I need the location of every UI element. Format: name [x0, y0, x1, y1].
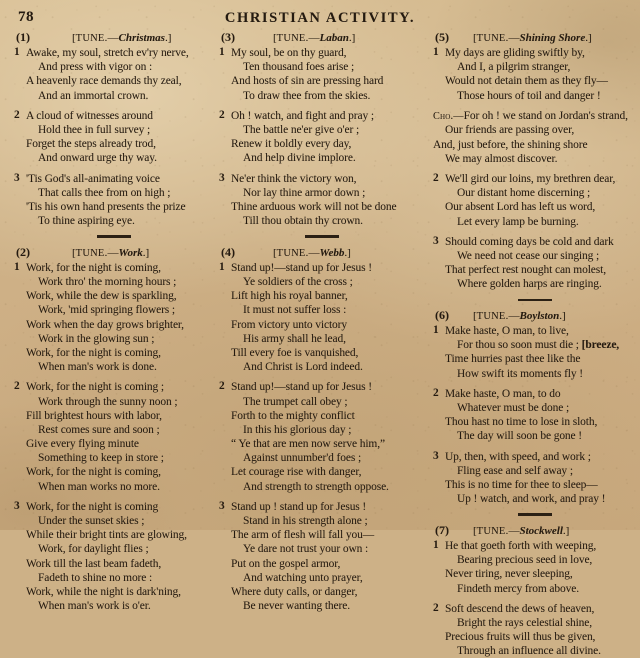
verse-line: Ye dare not trust your own : — [243, 543, 369, 556]
verse-number: 2 — [433, 601, 439, 614]
verse-line: Soft descend the dews of heaven, — [445, 602, 595, 615]
verse-line: His army shall he lead, — [243, 332, 346, 345]
verse-line: Those hours of toil and danger ! — [457, 89, 601, 102]
verse-line: Make haste, O man, to live, — [445, 325, 569, 338]
hymn-heading — [14, 245, 213, 260]
verse-line: When man works no more. — [38, 480, 160, 493]
verse-line: A heavenly race demands thy zeal, — [26, 75, 182, 88]
verse-line: Ten thousand foes arise ; — [243, 61, 355, 74]
verse-line: Stand in his strength alone ; — [243, 515, 368, 528]
verse-line: And an immortal crown. — [38, 89, 149, 102]
verse-lines — [14, 261, 213, 375]
verse-line: Work, 'mid springing flowers ; — [38, 304, 175, 317]
verse-line: From victory unto victory — [231, 318, 348, 331]
runover-word: [breeze, — [581, 339, 620, 352]
tune-indication: [TUNE.—Webb.] — [273, 246, 351, 259]
verse-lines — [14, 172, 213, 229]
verse-line: Be never wanting there. — [243, 600, 350, 613]
verse-lines — [14, 380, 213, 494]
verse-line: Whatever must be done ; — [457, 402, 570, 415]
tune-label: TUNE. — [476, 33, 509, 44]
verse-line: My days are gliding swiftly by, — [445, 47, 585, 59]
tune-name: Laban — [319, 32, 349, 44]
tune-label: TUNE. — [476, 311, 509, 323]
chorus-line: For oh ! we stand on Jordan's strand, — [463, 109, 628, 122]
column-1 — [0, 30, 215, 613]
tune-indication: [TUNE.—Shining Shore.] — [473, 32, 592, 44]
verse-line: Work till the last beam fadeth, — [26, 557, 162, 570]
verse-line: The battle ne'er give o'er ; — [243, 123, 360, 136]
verse-line: Bearing precious seed in love, — [457, 554, 593, 567]
verse — [433, 387, 636, 444]
verse-line: Awake, my soul, stretch ev'ry nerve, — [26, 47, 189, 59]
verse-line: Findeth mercy from above. — [457, 582, 579, 595]
verse-line: We'll gird our loins, my brethren dear, — [445, 173, 616, 185]
verse — [14, 46, 213, 103]
hymn-number: (3) — [221, 30, 235, 44]
verse — [433, 172, 636, 229]
verse-line: That perfect rest nought can molest, — [445, 264, 606, 277]
verse-number: 1 — [14, 260, 20, 273]
verse-number: 1 — [219, 260, 225, 273]
hymn-heading — [433, 523, 636, 538]
verse-line: Hold thee in full survey ; — [38, 123, 151, 136]
verse-line: Nor lay thine armor down ; — [243, 186, 366, 199]
verse-lines — [14, 500, 213, 614]
verse-number: 2 — [219, 380, 225, 393]
verse-line: Work in the glowing sun ; — [38, 332, 155, 345]
verse-line: Thou hast no time to lose in sloth, — [445, 416, 598, 429]
tune-name: Webb — [319, 246, 345, 259]
verse — [14, 172, 213, 229]
verse-line: Give every flying minute — [26, 438, 139, 451]
hymn-number: (7) — [435, 522, 449, 537]
verse-line: Lift high his royal banner, — [231, 290, 348, 303]
verse-number: 3 — [219, 171, 225, 184]
verse-line: A cloud of witnesses around — [26, 109, 153, 122]
chorus-lines — [433, 123, 636, 166]
verse-line: Stand up ! stand up for Jesus ! — [231, 500, 367, 513]
verse — [219, 46, 425, 103]
verse-line: Thine arduous work will not be done — [231, 200, 397, 213]
hymn-heading — [219, 245, 425, 260]
verse-line: Under the sunset skies ; — [38, 515, 145, 528]
verse — [14, 261, 213, 375]
verse-line: The trumpet call obey ; — [243, 395, 348, 408]
hymn-number: (2) — [16, 244, 30, 259]
verse-line: Work, for the night is coming — [26, 500, 159, 513]
verse-lines — [14, 46, 213, 103]
verse-line: And onward urge thy way. — [38, 152, 157, 165]
verse-line: Till thou obtain thy crown. — [243, 215, 363, 228]
verse-line: The day will soon be gone ! — [457, 430, 583, 443]
verse-lines — [219, 109, 425, 166]
hymn-number: (5) — [435, 30, 449, 44]
verse-line: Work through the sunny noon ; — [38, 395, 178, 408]
text-columns — [0, 30, 640, 658]
verse-line: Stand up!—stand up for Jesus ! — [231, 381, 372, 394]
verse-line: Work thro' the morning hours ; — [38, 276, 177, 289]
verse — [433, 450, 636, 507]
verse-number: 1 — [14, 46, 20, 58]
verse-line: Work, for the night is coming, — [26, 466, 161, 479]
chorus-line: We may almost discover. — [445, 152, 558, 165]
verse-number: 3 — [433, 234, 439, 247]
verse-line: He that goeth forth with weeping, — [445, 539, 597, 552]
verse — [433, 235, 636, 292]
hymn-heading — [433, 30, 636, 45]
tune-name: Stockwell — [519, 524, 563, 537]
verse-lines — [219, 172, 425, 229]
verse-number: 1 — [433, 46, 439, 58]
verse — [14, 109, 213, 166]
chorus — [433, 109, 636, 166]
verse-line: And I, a pilgrim stranger, — [457, 61, 571, 74]
section-divider-rule — [305, 235, 339, 238]
verse-line: Ne'er think the victory won, — [231, 172, 357, 185]
tune-indication: [TUNE.—Work.] — [72, 246, 150, 259]
verse-line: In this his glorious day ; — [243, 423, 352, 436]
verse — [14, 380, 213, 494]
verse-number: 3 — [14, 499, 20, 512]
tune-label: TUNE. — [75, 33, 108, 44]
verse-line: To draw thee from the skies. — [243, 89, 371, 102]
verse — [219, 500, 425, 614]
verse-line: And help divine implore. — [243, 152, 356, 165]
verse-number: 3 — [433, 449, 439, 462]
chorus-first-line — [433, 109, 636, 124]
verse-number: 2 — [433, 172, 439, 184]
verse-lines — [219, 46, 425, 103]
verse-line: Fling ease and self away ; — [457, 464, 573, 477]
verse-lines — [433, 602, 636, 658]
verse-line: Should coming days be cold and dark — [445, 235, 614, 248]
verse-line: Through an influence all divine. — [457, 645, 601, 658]
tune-indication: [TUNE.—Boylston.] — [473, 310, 566, 323]
verse-line: Forth to the mighty conflict — [231, 409, 355, 422]
hymn-number: (6) — [435, 308, 449, 323]
verse-line: Our distant home discerning ; — [457, 187, 591, 200]
tune-name: Boylston — [519, 310, 560, 323]
verse-line: Till every foe is vanquished, — [231, 346, 359, 359]
section-divider-rule — [97, 235, 131, 238]
hymn — [14, 30, 213, 228]
verse-line: Something to keep in store ; — [38, 452, 164, 465]
verse-number: 2 — [219, 108, 225, 121]
verse-line: Work, while the dew is sparkling, — [26, 290, 177, 303]
hymn — [14, 245, 213, 614]
verse-line: Ye soldiers of the cross ; — [243, 276, 353, 289]
verse-line: And strength to strength oppose. — [243, 480, 389, 493]
tune-label: TUNE. — [75, 247, 108, 259]
verse-lines — [433, 450, 636, 507]
section-divider-rule — [518, 299, 552, 302]
verse-lines — [219, 380, 425, 494]
verse-line: Rest comes sure and soon ; — [38, 423, 160, 436]
tune-label: TUNE. — [276, 247, 309, 259]
verse-number: 2 — [433, 386, 439, 399]
verse-line: Forget the steps already trod, — [26, 138, 156, 151]
verse-line: Work, for the night is coming, — [26, 261, 161, 274]
tune-indication: [TUNE.—Laban.] — [273, 32, 356, 44]
verse-line: Work, for daylight flies ; — [38, 543, 149, 556]
verse-line: It must not suffer loss : — [243, 304, 347, 317]
verse-line: My soul, be on thy guard, — [231, 47, 347, 59]
verse-line: Oh ! watch, and fight and pray ; — [231, 109, 374, 122]
verse — [433, 602, 636, 658]
verse-line: Where duty calls, or danger, — [231, 585, 358, 598]
verse-number: 3 — [219, 499, 225, 512]
column-3 — [427, 30, 640, 658]
verse-line: Let courage rise with danger, — [231, 466, 362, 479]
verse-line: Work, for the night is coming, — [26, 346, 161, 359]
tune-name: Work — [118, 246, 143, 259]
verse — [433, 324, 636, 381]
verse-line: Work, for the night is coming ; — [26, 381, 165, 394]
verse-line: The arm of flesh will fall you— — [231, 529, 375, 542]
verse-number: 1 — [219, 46, 225, 58]
verse-lines — [433, 235, 636, 292]
verse-line: And press with vigor on : — [38, 61, 153, 74]
verse-line: Make haste, O man, to do — [445, 387, 561, 400]
column-2 — [215, 30, 427, 613]
verse — [433, 46, 636, 103]
verse-lines — [433, 539, 636, 596]
running-title: CHRISTIAN ACTIVITY. — [224, 10, 416, 26]
hymn — [433, 523, 636, 658]
verse-line: That calls thee from on high ; — [38, 186, 171, 199]
verse-line: Let every lamp be burning. — [457, 215, 579, 228]
tune-name: Christmas — [118, 32, 165, 44]
verse-line: Work when the day grows brighter, — [26, 318, 184, 331]
verse — [219, 380, 425, 494]
verse — [433, 539, 636, 596]
verse-line: Renew it boldly every day, — [231, 138, 352, 151]
verse-lines — [219, 500, 425, 614]
verse-line: How swift its moments fly ! — [457, 367, 583, 380]
tune-name: Shining Shore — [519, 32, 586, 44]
verse-line: When man's work is done. — [38, 361, 157, 374]
verse-line: Fill brightest hours with labor, — [26, 409, 162, 422]
hymn-number: (4) — [221, 244, 235, 259]
verse — [14, 500, 213, 614]
verse-number: 1 — [433, 538, 439, 551]
verse-lines — [433, 387, 636, 444]
verse-line: Put on the gospel armor, — [231, 557, 341, 570]
chorus-label: Cho.— — [433, 110, 464, 122]
verse-line: Bright the rays celestial shine, — [457, 616, 593, 629]
verse-lines — [433, 324, 636, 381]
hymn — [219, 245, 425, 614]
verse-line: While their bright tints are glowing, — [26, 529, 187, 542]
hymn — [219, 30, 425, 228]
verse-number: 1 — [433, 324, 439, 337]
page-header — [0, 9, 640, 31]
verse-line: Up, then, with speed, and work ; — [445, 450, 591, 463]
hymn-heading — [219, 30, 425, 45]
verse-line: Our absent Lord has left us word, — [445, 201, 596, 214]
verse-line: This is no time for thee to sleep— — [445, 478, 598, 491]
verse-line: Against unnumber'd foes ; — [243, 452, 362, 465]
verse-line: Never tiring, never sleeping, — [445, 568, 573, 581]
verse-line: And hosts of sin are pressing hard — [231, 75, 384, 88]
verse-line: Up ! watch, and work, and pray ! — [457, 493, 606, 506]
verse-line: Work, while the night is dark'ning, — [26, 585, 181, 598]
tune-label: TUNE. — [276, 33, 309, 44]
verse-lines — [433, 46, 636, 103]
verse-lines — [219, 261, 425, 375]
verse-line: Where golden harps are ringing. — [457, 278, 602, 291]
page-number: 78 — [18, 9, 34, 25]
verse-lines — [14, 109, 213, 166]
verse-line: 'Tis God's all-animating voice — [26, 172, 160, 185]
verse-line: 'Tis his own hand presents the prize — [26, 200, 186, 213]
verse-number: 2 — [14, 108, 20, 121]
verse-line: Would not detain them as they fly— — [445, 75, 608, 88]
verse-line: We need not cease our singing ; — [457, 249, 600, 262]
verse-number: 3 — [14, 171, 20, 184]
hymn-number: (1) — [16, 30, 30, 44]
hymn-heading — [14, 30, 213, 45]
verse-line: Time hurries past thee like the — [445, 353, 581, 366]
verse-line: And watching unto prayer, — [243, 571, 363, 584]
verse — [219, 109, 425, 166]
hymn — [433, 308, 636, 506]
verse-line: “ Ye that are men now serve him,” — [231, 438, 385, 451]
verse-line: When man's work is o'er. — [38, 600, 151, 613]
verse-line: And Christ is Lord indeed. — [243, 361, 363, 374]
tune-label: TUNE. — [476, 525, 509, 537]
verse-line: For thou so soon must die ; [breeze, — [457, 339, 620, 352]
chorus-line: Our friends are passing over, — [445, 124, 575, 137]
verse-lines — [433, 172, 636, 229]
verse — [219, 261, 425, 375]
hymn-heading — [433, 308, 636, 323]
verse-line: Stand up!—stand up for Jesus ! — [231, 261, 372, 274]
verse-line: Fadeth to shine no more : — [38, 571, 153, 584]
tune-indication: [TUNE.—Stockwell.] — [473, 524, 570, 537]
verse — [219, 172, 425, 229]
tune-indication: [TUNE.—Christmas.] — [72, 32, 172, 44]
verse-line: To thine aspiring eye. — [38, 215, 135, 228]
verse-number: 2 — [14, 380, 20, 393]
hymn — [433, 30, 636, 292]
chorus-line: And, just before, the shining shore — [433, 138, 588, 151]
verse-line: Precious fruits will thus be given, — [445, 631, 596, 644]
section-divider-rule — [518, 513, 552, 516]
